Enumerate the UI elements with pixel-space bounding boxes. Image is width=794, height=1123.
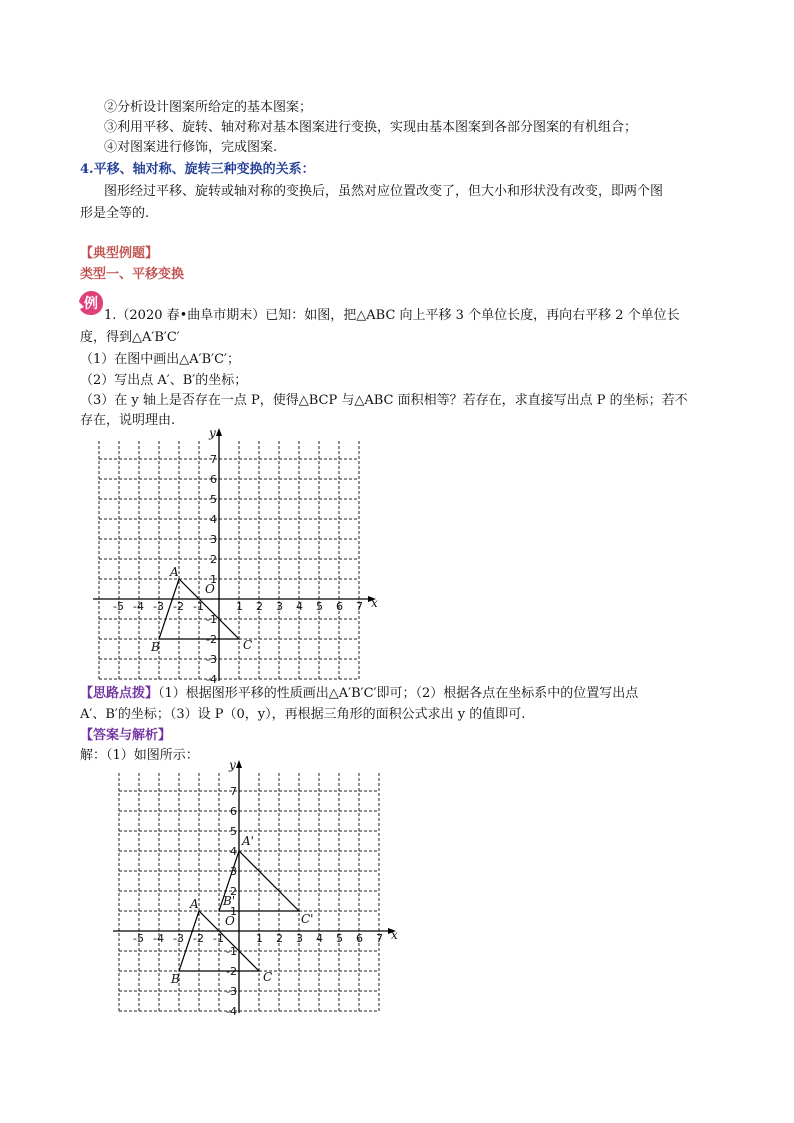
coordinate-grid-figure-1 bbox=[105, 426, 380, 686]
section-4-paragraph-line2: 形是全等的. bbox=[80, 206, 150, 221]
example-icon bbox=[78, 290, 104, 316]
x-tick-label: 7 bbox=[356, 600, 363, 613]
x-axis-label: x bbox=[391, 928, 398, 942]
x-tick-label: -4 bbox=[133, 600, 144, 613]
x-tick-label: 1 bbox=[256, 932, 263, 945]
step-4: ④对图案进行修饰，完成图案. bbox=[104, 140, 278, 155]
vertex-label: B bbox=[171, 972, 180, 986]
example-icon-label: 例 bbox=[84, 296, 98, 312]
y-tick-label: 3 bbox=[210, 533, 217, 546]
y-tick-label: 2 bbox=[230, 885, 237, 898]
y-axis-arrow-icon bbox=[236, 760, 242, 768]
section-4-paragraph-line1: 图形经过平移、旋转或轴对称的变换后，虽然对应位置改变了，但大小和形状没有改变，即两个图 bbox=[104, 184, 664, 199]
step-3: ③利用平移、旋转、轴对称对基本图案进行变换，实现由基本图案到各部分图案的有机组合； bbox=[104, 120, 638, 135]
y-tick-label: 4 bbox=[210, 513, 217, 526]
y-tick-label: -1 bbox=[226, 945, 237, 958]
x-tick-label: -3 bbox=[173, 932, 184, 945]
y-tick-label: -4 bbox=[206, 673, 217, 686]
y-tick-label: 1 bbox=[230, 905, 237, 918]
origin-label: O bbox=[225, 914, 235, 928]
y-tick-label: 6 bbox=[210, 473, 217, 486]
vertex-label: C bbox=[243, 638, 253, 652]
question-1: （1）在图中画出△A′B′C′； bbox=[80, 352, 241, 367]
y-tick-label: -2 bbox=[226, 965, 237, 978]
vertex-label: C' bbox=[301, 912, 314, 926]
x-tick-label: 2 bbox=[276, 932, 283, 945]
hint-line2: A′、B′的坐标；（3）设 P（0，y），再根据三角形的面积公式求出 y 的值即可. bbox=[80, 707, 526, 722]
y-axis-arrow-icon bbox=[216, 428, 222, 436]
x-tick-label: -1 bbox=[213, 932, 224, 945]
x-tick-label: 7 bbox=[376, 932, 383, 945]
type-1-title: 类型一、平移变换 bbox=[80, 267, 185, 282]
y-tick-label: 1 bbox=[210, 573, 217, 586]
vertex-label: A bbox=[170, 565, 179, 579]
x-axis-label: x bbox=[371, 596, 378, 610]
x-tick-label: 3 bbox=[276, 600, 283, 613]
x-tick-label: -5 bbox=[113, 600, 124, 613]
x-tick-label: 4 bbox=[316, 932, 323, 945]
x-tick-label: -5 bbox=[133, 932, 144, 945]
y-tick-label: 3 bbox=[230, 865, 237, 878]
coordinate-grid-figure-2 bbox=[125, 758, 400, 1018]
section-4-title: 4.平移、轴对称、旋转三种变换的关系： bbox=[80, 162, 315, 177]
problem-line2: 度，得到△A′B′C′ bbox=[80, 330, 180, 345]
problem-line1: 1.（2020 春•曲阜市期末）已知：如图，把△ABC 向上平移 3 个单位长度，再向右平移 2 个单位长 bbox=[104, 308, 680, 323]
y-tick-label: -3 bbox=[206, 653, 217, 666]
hint-text-line1: （1）根据图形平移的性质画出△A′B′C′即可；（2）根据各点在坐标系中的位置写出点 bbox=[158, 686, 639, 701]
vertex-label: A' bbox=[242, 834, 254, 848]
vertex-label: A bbox=[190, 897, 199, 911]
x-tick-label: -3 bbox=[153, 600, 164, 613]
x-tick-label: -4 bbox=[153, 932, 164, 945]
x-tick-label: -2 bbox=[193, 932, 204, 945]
x-tick-label: 1 bbox=[236, 600, 243, 613]
y-tick-label: 2 bbox=[210, 553, 217, 566]
question-3-line1: （3）在 y 轴上是否存在一点 P，使得△BCP 与△ABC 面积相等？若存在，求直接写出点 P 的坐标；若不 bbox=[80, 393, 688, 408]
vertex-label: B' bbox=[223, 894, 236, 908]
question-3-line2: 存在，说明理由. bbox=[80, 413, 176, 428]
y-tick-label: 5 bbox=[210, 493, 217, 506]
hint-line1 bbox=[80, 684, 638, 703]
examples-header: 【典型例题】 bbox=[80, 246, 159, 261]
vertex-label: C bbox=[263, 970, 273, 984]
answer-label: 【答案与解析】 bbox=[80, 728, 172, 743]
y-tick-label: 7 bbox=[230, 785, 237, 798]
y-tick-label: -4 bbox=[226, 1005, 237, 1018]
x-tick-label: -2 bbox=[173, 600, 184, 613]
x-tick-label: 5 bbox=[336, 932, 343, 945]
answer-line1: 解：（1）如图所示： bbox=[80, 748, 199, 763]
y-axis-label: y bbox=[209, 426, 216, 440]
hint-label: 【思路点拨】 bbox=[80, 686, 159, 701]
vertex-label: B bbox=[151, 640, 160, 654]
y-tick-label: -3 bbox=[226, 985, 237, 998]
x-tick-label: 6 bbox=[356, 932, 363, 945]
step-2: ②分析设计图案所给定的基本图案； bbox=[104, 100, 313, 115]
y-tick-label: -2 bbox=[206, 633, 217, 646]
y-tick-label: 6 bbox=[230, 805, 237, 818]
y-tick-label: 5 bbox=[230, 825, 237, 838]
x-tick-label: -1 bbox=[193, 600, 204, 613]
origin-label: O bbox=[205, 582, 215, 596]
y-tick-label: 4 bbox=[230, 845, 237, 858]
y-tick-label: 7 bbox=[210, 453, 217, 466]
y-axis-label: y bbox=[229, 758, 236, 772]
x-tick-label: 3 bbox=[296, 932, 303, 945]
x-tick-label: 2 bbox=[256, 600, 263, 613]
y-tick-label: -1 bbox=[206, 613, 217, 626]
question-2: （2）写出点 A′、B′的坐标； bbox=[80, 373, 248, 388]
x-tick-label: 4 bbox=[296, 600, 303, 613]
x-tick-label: 6 bbox=[336, 600, 343, 613]
x-tick-label: 5 bbox=[316, 600, 323, 613]
